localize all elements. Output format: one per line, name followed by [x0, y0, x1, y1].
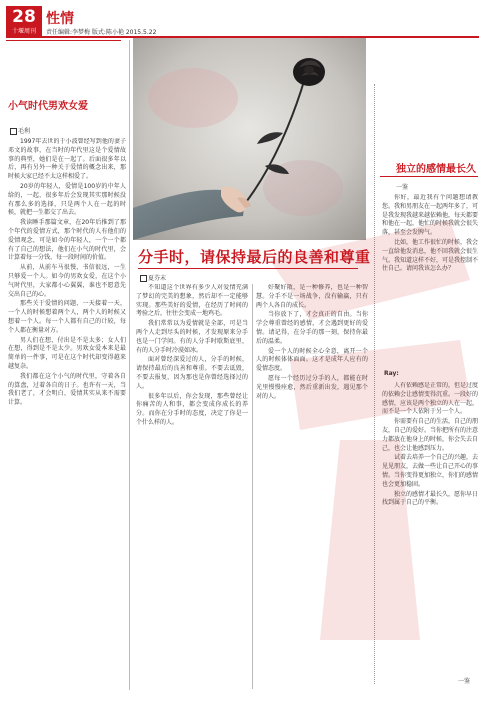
- paragraph: 你好，最近我有个问题想请教您。我和男朋友在一起两年多了，可是我发现我越来越依赖他，每天都要和他在一起，他忙的时候我就会很失落，甚至会发脾气。: [382, 194, 478, 237]
- right-section-label: Ray:: [384, 370, 399, 377]
- paragraph: 好聚好散，是一种修养，也是一种智慧。分手不是一场战争，没有输赢，只有两个人各自的成长。: [256, 284, 368, 309]
- main-title-rule: [138, 268, 358, 269]
- right-article-signoff: 一鉴: [458, 678, 471, 685]
- main-article-byline: [140, 273, 166, 282]
- publication-name: 十堰周刊: [6, 28, 42, 36]
- paragraph: 那些关于爱情的问题，一天接着一天，一个人的时候想着两个人，两个人的时候又想着一个人。每一个人都有自己的计较，每个人都在衡量对方。: [8, 300, 126, 334]
- left-article-body: [8, 138, 126, 688]
- byline-box-icon: [10, 128, 17, 135]
- left-sub-rule: [6, 40, 121, 41]
- paragraph: 你需要有自己的生活，自己的朋友，自己的爱好。当你把所有的注意力都放在他身上的时候，你会失去自己，也会让他感到压力。: [382, 418, 478, 452]
- paragraph: 1997年去世的于小波曾经写到他的妻子邓文的故事，在当时的年代里这是个爱情故事的典型，她们是在一起了。后面很多年以后，再有另外一种关于爱情的概念出来，那时候大家已经不太这样相爱了。: [8, 138, 126, 181]
- paragraph: 当你放下了，才会真正的自由。当你学会尊重曾经的感情，才会遇到更好的爱情。请记得，在分手的那一刻，保持你最后的温柔。: [256, 311, 368, 345]
- paragraph: 爱一个人的时候全心全意，离开一个人的时候体体面面。这才是成年人应有的爱情态度。: [256, 347, 368, 373]
- column-divider: [129, 40, 130, 690]
- paragraph: 人有依赖感是正常的，但是过度的依赖会让感情变得沉重。一段好的感情，应该是两个独立的人在一起，而不是一个人依附于另一个人。: [382, 382, 478, 416]
- paragraph: 愿每一个经历过分手的人，都能在时光里慢慢痊愈，然后重新出发，遇见那个对的人。: [256, 374, 368, 400]
- main-article-author: 夏芬末: [148, 275, 167, 282]
- page-number: 28: [6, 6, 42, 28]
- right-article-question: [382, 194, 478, 364]
- right-article-title: 独立的感情最长久: [396, 164, 476, 175]
- column-divider: [252, 284, 253, 689]
- paragraph: 不知道这个世界有多少人对爱情充满了梦幻的完美的想象，然后却不一定能够实现。那些美好的爱情，在经历了时间的考验之后，往往会变成一地鸡毛。: [136, 284, 248, 318]
- right-article-answer: [382, 382, 478, 652]
- paragraph: 比如，他工作很忙的时候，我会一直给他发消息，他不回我就会很生气。我知道这样不好，可是我控制不住自己。请问我该怎么办？: [382, 238, 478, 273]
- right-article-author: 一鉴: [396, 184, 409, 191]
- left-article-author: 毛利: [18, 128, 31, 135]
- paragraph: 我们常常以为爱情就是全部，可是当两个人走到尽头的时候，才发现原来分手也是一门学问。有的人分手时歇斯底里，有的人分手时冷漠如冰。: [136, 320, 248, 354]
- paragraph: 试着去培养一个自己的兴趣，去见见朋友，去做一些让自己开心的事情。当你变得更加独立，你们的感情也会更加稳固。: [382, 454, 478, 488]
- paragraph: 男人们在想，付出是不是太多；女人们在想，得到是不是太少。男欢女爱本来是最简单的一件事，可是在这个时代却变得越来越复杂。: [8, 336, 126, 370]
- paragraph: 从前，从前车马很慢，书信很远，一生只够爱一个人。如今的男欢女爱，在这个小气时代里，大家都小心翼翼，谁也不愿意先交出自己的心。: [8, 264, 126, 298]
- left-article-byline: [10, 126, 30, 135]
- main-article-body-col1: [136, 284, 248, 689]
- left-article-title: 小气时代男欢女爱: [8, 101, 88, 112]
- section-title: 性情: [46, 11, 74, 27]
- paragraph: 很多年以后，你会发现，那些曾经让你痛苦的人和事，都会变成你成长的养分。而你在分手时的态度，决定了你是一个什么样的人。: [136, 392, 248, 426]
- right-title-rule: [380, 176, 478, 177]
- main-article-title: 分手时，请保持最后的良善和尊重: [138, 248, 371, 266]
- rose-photo: [133, 38, 366, 240]
- paragraph: 20岁的年轻人，爱情是100岁的中年人给的，一起，很多年后会发现其实那时候没有那么多的选择，只是两个人在一起的时候，就把一生都交了出去。: [8, 182, 126, 217]
- paragraph: 面对曾经深爱过的人，分手的时候，请保持最后的良善和尊重。不要去诋毁，不要去报复，因为那也是你曾经选择过的人。: [136, 356, 248, 390]
- paragraph: 我们都在这个小气的时代里，守着各自的算盘，过着各自的日子。也许有一天，当我们老了，才会明白，爱情其实从来不需要计算。: [8, 372, 126, 407]
- header-meta: 责任编辑:李梦梅 版式:陈小艳 2015.5.22: [46, 29, 157, 36]
- paragraph: 独立的感情才最长久，愿你早日找到属于自己的平衡。: [382, 490, 478, 507]
- paragraph: 我读睡手那篇文章，在20年后推到了那个年代的爱情方式，那个时代的人有他们的爱情观念，可是如今的年轻人，一个一个都有了自己的想法，他们在小气的时代里，会计算着每一分钱、每一段时间的价值。: [8, 219, 126, 262]
- byline-box-icon: [140, 275, 147, 282]
- main-article-body-col2: [256, 284, 368, 689]
